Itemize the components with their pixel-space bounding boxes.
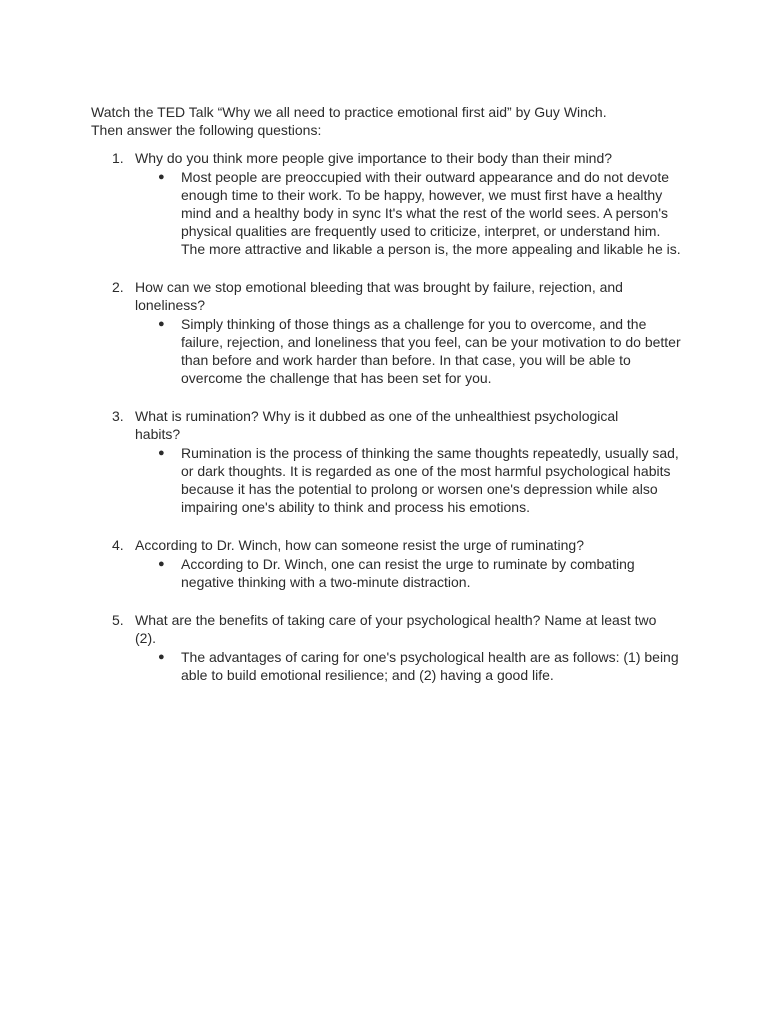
question-text: What is rumination? Why is it dubbed as one of the unhealthiest psychological habits? (135, 408, 619, 442)
answer-text: Simply thinking of those things as a challenge for you to overcome, and the failure, rejection, and loneliness that you feel, can be your motivation to do better than before and work harder than before. In that case, you will be able to overcome the challenge that has been set for you. (181, 316, 681, 386)
bullet-icon: ● (158, 171, 165, 183)
question-text: Why do you think more people give importance to their body than their mind? (135, 150, 613, 166)
bullet-icon: ● (158, 651, 165, 663)
answer-text: Most people are preoccupied with their outward appearance and do not devote enough time to their work. To be happy, however, we must first have a healthy mind and a healthy body in sync It's what the rest of the world sees. A person's physical qualities are frequently used to criticize, interpret, or understand him. The more attractive and likable a person is, the more appealing and likable he is. (181, 169, 681, 257)
question-number: 3. (112, 408, 124, 424)
answer-list (135, 444, 691, 516)
instructions (91, 103, 691, 139)
question-number: 1. (112, 150, 124, 166)
question-item-1 (91, 149, 691, 258)
question-item-2 (91, 278, 691, 387)
question-number: 4. (112, 537, 124, 553)
answer-item (135, 168, 691, 258)
question-number: 5. (112, 612, 124, 628)
instructions-line-2: Then answer the following questions: (91, 122, 322, 138)
question-text: According to Dr. Winch, how can someone resist the urge of ruminating? (135, 537, 584, 553)
answer-text: According to Dr. Winch, one can resist the urge to ruminate by combating negative thinking with a two-minute distraction. (181, 556, 635, 590)
answer-list (135, 315, 691, 387)
bullet-icon: ● (158, 447, 165, 459)
question-list (91, 149, 691, 704)
instructions-line-1: Watch the TED Talk “Why we all need to practice emotional first aid” by Guy Winch. (91, 104, 607, 120)
answer-item (135, 555, 691, 591)
answer-text: Rumination is the process of thinking the same thoughts repeatedly, usually sad, or dark thoughts. It is regarded as one of the most harmful psychological habits because it has the potential to prolong or worsen one's depression while also impairing one's ability to think and process his emotions. (181, 445, 679, 515)
answer-item (135, 315, 691, 387)
answer-item (135, 648, 691, 684)
bullet-icon: ● (158, 318, 165, 330)
answer-list (135, 168, 691, 258)
answer-item (135, 444, 691, 516)
question-text: What are the benefits of taking care of your psychological health? Name at least two (2). (135, 612, 657, 646)
answer-list (135, 648, 691, 684)
answer-text: The advantages of caring for one's psychological health are as follows: (1) being able to build emotional resilience; and (2) having a good life. (181, 649, 679, 683)
question-item-3 (91, 407, 691, 516)
question-item-4 (91, 536, 691, 591)
question-text: How can we stop emotional bleeding that was brought by failure, rejection, and loneliness? (135, 279, 623, 313)
bullet-icon: ● (158, 558, 165, 570)
question-item-5 (91, 611, 691, 684)
question-number: 2. (112, 279, 124, 295)
answer-list (135, 555, 691, 591)
